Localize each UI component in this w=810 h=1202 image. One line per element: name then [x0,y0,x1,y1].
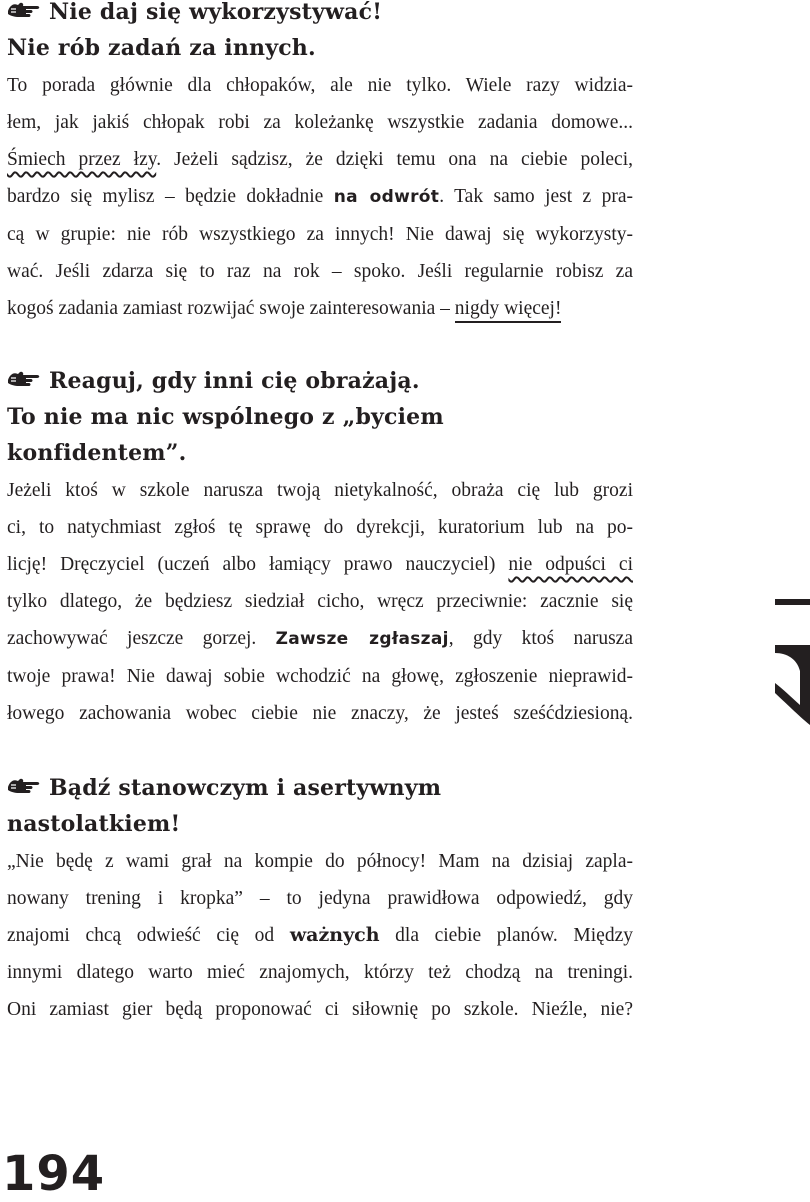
heading-line: Reaguj, gdy inni cię obrażają. [7,363,633,399]
section-body [7,472,633,732]
text-line: cą w grupie: nie rób wszystkiego za innych! Nie dawaj się wykorzysty- [7,224,633,245]
text-line: zachowywać jeszcze gorzej. Zawsze zgłaszaj, gdy ktoś narusza [7,628,633,649]
text-line: tylko dlatego, że będziesz siedział cicho, wręcz przeciwnie: zacznie się [7,591,633,612]
section-dont-be-used [7,0,633,327]
pointing-hand-icon [7,776,41,798]
heading-line: Bądź stanowczym i asertywnym [7,770,633,806]
text-line: znajomi chcą odwieść cię od ważnych dla ciebie planów. Między [7,924,633,946]
page-edge-tab [775,645,810,725]
text-line: Oni zamiast gier będą proponować ci siłownię po szkole. Nieźle, nie? [7,999,633,1020]
text-line: łowego zachowania wobec ciebie nie znaczy, że jesteś sześćdziesioną. [7,703,633,724]
text-line: „Nie będę z wami grał na kompie do północy! Mam na dzisiaj zapla- [7,851,633,872]
wavy-underlined-phrase: nie odpuści ci [508,554,633,575]
section-heading [7,363,633,471]
text-line: wać. Jeśli zdarza się to raz na rok – spoko. Jeśli regularnie robisz za [7,261,633,282]
section-heading [7,770,633,842]
section-react-to-insults [7,363,633,732]
wavy-underlined-phrase: Śmiech przez łzy [7,149,157,170]
text-line: nowany trening i kropka” – to jedyna prawidłowa odpowiedź, gdy [7,888,633,909]
text-line: ci, to natychmiast zgłoś tę sprawę do dyrekcji, kuratorium lub na po- [7,517,633,538]
emphasized-phrase: ważnych [289,924,380,946]
section-body [7,67,633,327]
text-line: Śmiech przez łzy. Jeżeli sądzisz, że dzięki temu ona na ciebie poleci, [7,149,633,170]
underlined-phrase: nigdy więcej! [455,298,562,323]
pointing-hand-icon [7,0,41,22]
text-line: kogoś zadania zamiast rozwijać swoje zainteresowania – nigdy więcej! [7,290,633,327]
text-line: łem, jak jakiś chłopak robi za koleżankę wszystkie zadania domowe... [7,112,633,133]
emphasized-phrase: Zawsze zgłaszaj [275,629,449,649]
heading-line: konfidentem”. [7,440,187,466]
pointing-hand-icon [7,369,41,391]
heading-line: Nie rób zadań za innych. [7,35,316,61]
text-line: To porada głównie dla chłopaków, ale nie tylko. Wiele razy widzia- [7,75,633,96]
heading-line: nastolatkiem! [7,811,181,837]
section-be-assertive [7,770,633,1028]
text-line: Jeżeli ktoś w szkole narusza twoją nietykalność, obraża cię lub grozi [7,480,633,501]
text-line: licję! Dręczyciel (uczeń albo łamiący prawo nauczyciel) nie odpuści ci [7,554,633,575]
page-number: 194 [2,1146,106,1202]
section-heading [7,0,633,66]
text-line: twoje prawa! Nie dawaj sobie wchodzić na głowę, zgłoszenie nieprawid- [7,666,633,687]
emphasized-phrase: na odwrót [333,187,440,207]
text-line: bardzo się mylisz – będzie dokładnie na odwrót. Tak samo jest z pra- [7,186,634,207]
page-edge-marker [775,599,810,605]
section-body [7,843,633,1028]
heading-line: Nie daj się wykorzystywać! [7,0,633,30]
text-line: innymi dlatego warto mieć znajomych, którzy też chodzą na treningi. [7,962,633,983]
heading-line: To nie ma nic wspólnego z „byciem [7,404,444,430]
